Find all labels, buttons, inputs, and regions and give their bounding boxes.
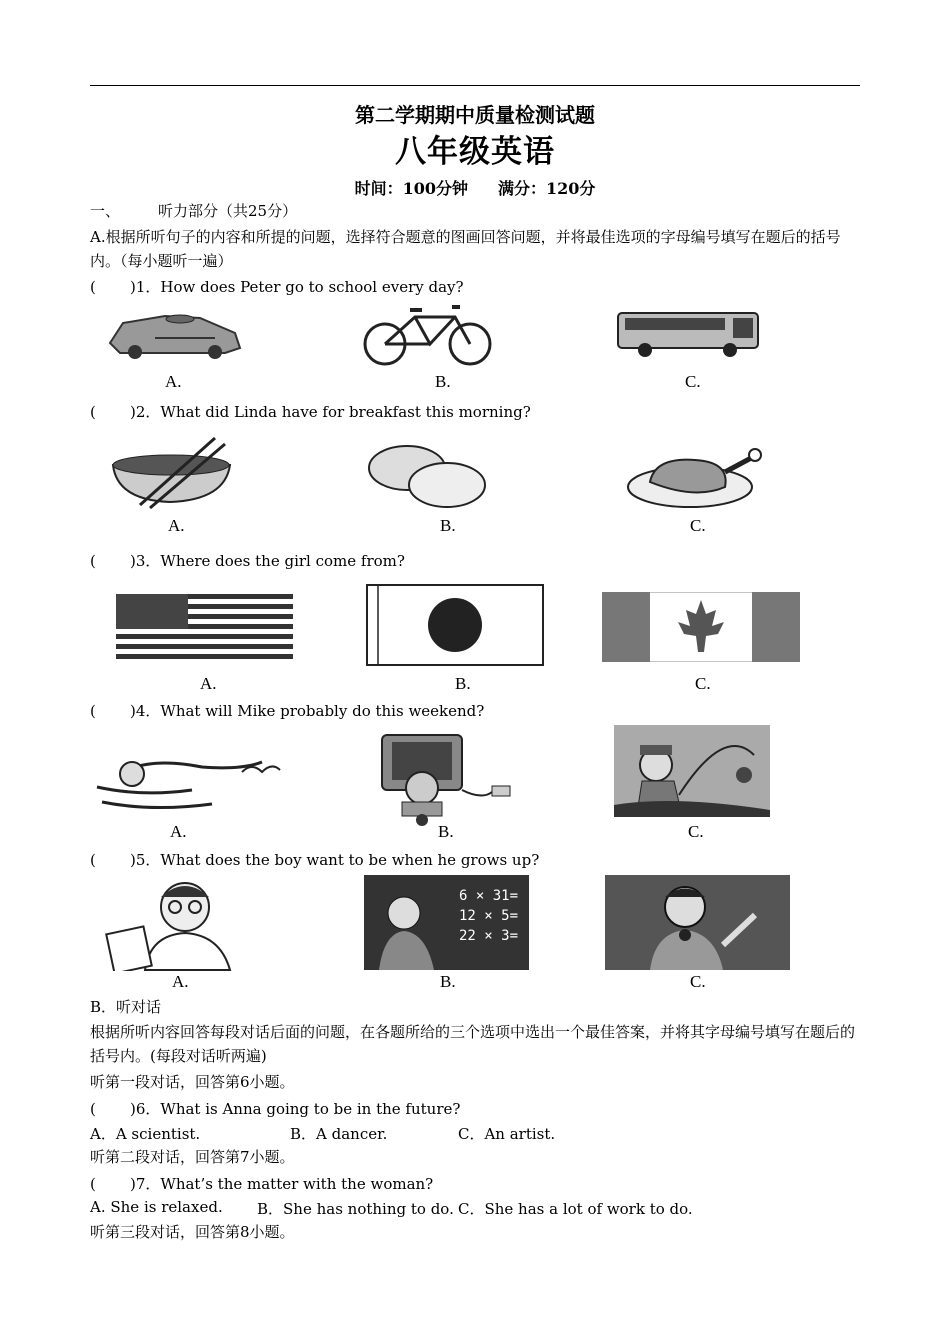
question-5: ( )5．What does the boy want to be when he grows up? <box>90 851 540 869</box>
section-title: 听力部分（共25分） <box>158 202 298 220</box>
q2-option-c: C. <box>690 516 706 535</box>
q7-option-a: A. She is relaxed. <box>90 1198 223 1216</box>
q6-option-c: C．An artist. <box>458 1125 556 1143</box>
question-6: ( )6．What is Anna going to be in the future? <box>90 1100 461 1118</box>
exam-score: 满分：120分 <box>498 179 596 198</box>
section-number: 一、 <box>90 202 121 220</box>
question-6-text: )6．What is Anna going to be in the future? <box>130 1100 461 1118</box>
exam-info <box>0 176 950 199</box>
exam-time: 时间：100分钟 <box>354 179 468 198</box>
dialog-3-note: 听第三段对话，回答第8小题。 <box>90 1223 295 1241</box>
q4-option-a: A. <box>170 822 187 841</box>
q7-option-c: C．She has a lot of work to do. <box>458 1200 693 1218</box>
q3-option-c: C. <box>695 674 711 693</box>
q6-option-a: A．A scientist. <box>90 1125 201 1143</box>
question-5-text: )5．What does the boy want to be when he grows up? <box>130 851 540 869</box>
car-icon <box>105 308 245 363</box>
dialog-2-note: 听第二段对话，回答第7小题。 <box>90 1148 295 1166</box>
japan-flag-icon <box>366 584 544 666</box>
question-3: ( )3．Where does the girl come from? <box>90 552 405 570</box>
part-b-heading: B．听对话 <box>90 998 162 1016</box>
q3-option-b: B. <box>455 674 471 693</box>
top-rule <box>90 85 860 86</box>
q2-option-b: B. <box>440 516 456 535</box>
part-a-instructions: A.根据所听句子的内容和所提的问题，选择符合题意的图画回答问题，并将最佳选项的字母编号填写在题后的括号内。（每小题听一遍） <box>90 228 841 270</box>
dialog-1-note: 听第一段对话，回答第6小题。 <box>90 1073 295 1091</box>
question-3-text: )3．Where does the girl come from? <box>130 552 405 570</box>
question-7: ( )7．What’s the matter with the woman? <box>90 1175 434 1193</box>
question-4-text: )4．What will Mike probably do this weekend? <box>130 702 485 720</box>
question-4: ( )4．What will Mike probably do this weekend? <box>90 702 485 720</box>
singer-icon <box>605 875 790 970</box>
q1-option-a: A. <box>165 372 182 391</box>
question-1: ( )1．How does Peter go to school every day? <box>90 278 464 296</box>
q5-option-c: C. <box>690 972 706 991</box>
q6-option-b: B．A dancer. <box>290 1125 388 1143</box>
svg-text:22 × 3=: 22 × 3= <box>459 928 519 944</box>
doctor-icon <box>105 875 255 971</box>
computer-icon <box>362 730 530 828</box>
svg-text:12 × 5=: 12 × 5= <box>459 908 519 924</box>
q5-option-b: B. <box>440 972 456 991</box>
noodles-icon <box>105 430 237 510</box>
q4-option-c: C. <box>688 822 704 841</box>
section-heading <box>90 200 297 222</box>
q1-option-b: B. <box>435 372 451 391</box>
exam-title: 第二学期期中质量检测试题 <box>355 103 595 127</box>
svg-text:6 × 31=: 6 × 31= <box>459 888 519 904</box>
question-7-text: )7．What’s the matter with the woman? <box>130 1175 434 1193</box>
question-2: ( )2．What did Linda have for breakfast this morning? <box>90 403 531 421</box>
usa-flag-icon <box>116 594 293 660</box>
q4-option-b: B. <box>438 822 454 841</box>
canada-flag-icon <box>602 592 800 662</box>
fishing-icon <box>614 725 770 817</box>
swimming-icon <box>92 742 282 822</box>
bicycle-icon <box>360 302 495 368</box>
eggs-icon <box>365 440 490 510</box>
q2-option-a: A. <box>168 516 185 535</box>
part-b-instructions: 根据所听内容回答每段对话后面的问题，在各题所给的三个选项中选出一个最佳答案，并将其字母编号填写在题后的括号内。(每段对话听两遍) <box>90 1023 856 1065</box>
q1-option-c: C. <box>685 372 701 391</box>
q5-option-a: A. <box>172 972 189 991</box>
q3-option-a: A. <box>200 674 217 693</box>
bus-icon <box>615 308 763 360</box>
q7-option-b: B．She has nothing to do. <box>257 1200 454 1218</box>
exam-subtitle: 八年级英语 <box>395 134 555 170</box>
chicken-icon <box>625 442 770 510</box>
teacher-icon <box>364 875 529 970</box>
question-1-text: )1．How does Peter go to school every day? <box>130 278 464 296</box>
question-2-text: )2．What did Linda have for breakfast this morning? <box>130 403 531 421</box>
